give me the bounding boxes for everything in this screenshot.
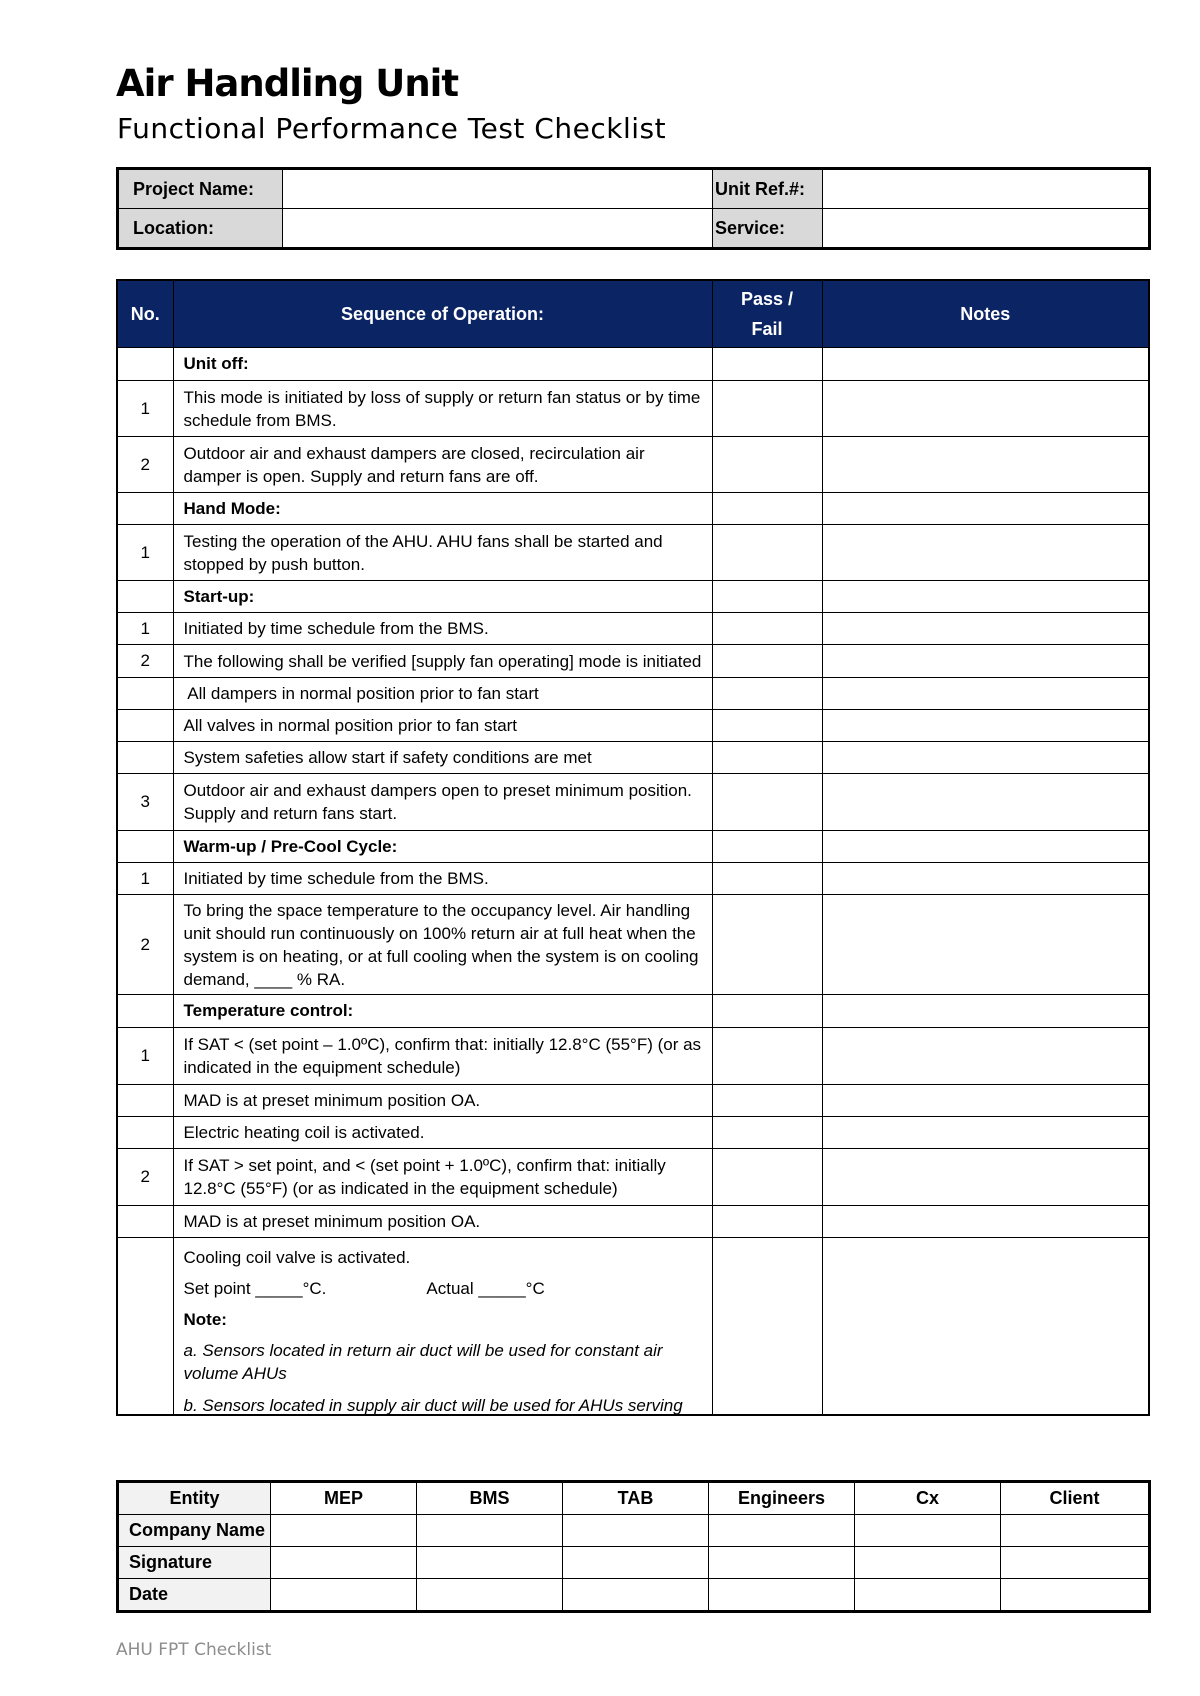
table-row [117,710,1149,742]
table-row [117,1149,1149,1206]
pass-fail-cell[interactable] [712,493,822,525]
signoff-field[interactable] [855,1579,1001,1612]
section-heading-row [117,995,1149,1028]
pass-fail-cell[interactable] [712,774,822,831]
table-row [117,645,1149,678]
row-description: If SAT < (set point – 1.0ºC), confirm that: initially 12.8°C (55°F) (or as indicated in the equipment schedule) [173,1028,712,1085]
row-description: MAD is at preset minimum position OA. [173,1085,712,1117]
notes-cell[interactable] [822,1117,1149,1149]
notes-cell[interactable] [822,1149,1149,1206]
notes-cell[interactable] [822,1206,1149,1238]
row-description: Outdoor air and exhaust dampers open to preset minimum position. Supply and return fans start. [173,774,712,831]
document-title: Air Handling Unit [116,62,459,105]
setpoint-field[interactable]: Set point _____°C. [183,1279,327,1298]
unit-ref-field[interactable] [823,169,1150,209]
pass-fail-cell[interactable] [712,895,822,995]
signoff-field[interactable] [709,1515,855,1547]
section-heading: Unit off: [173,348,712,381]
section-heading-row [117,493,1149,525]
signoff-row [118,1515,1150,1547]
row-number: 1 [117,1028,173,1085]
pass-fail-cell[interactable] [712,348,822,381]
table-row [117,437,1149,493]
row-number [117,995,173,1028]
signoff-header-tab: TAB [563,1482,709,1515]
signoff-field[interactable] [1001,1579,1150,1612]
signoff-field[interactable] [563,1515,709,1547]
table-row [117,742,1149,774]
row-number: 2 [117,895,173,995]
col-header-sequence: Sequence of Operation: [173,280,712,348]
unit-ref-label: Unit Ref.#: [713,169,823,209]
notes-cell[interactable] [822,613,1149,645]
signoff-field[interactable] [417,1547,563,1579]
location-field[interactable] [283,209,713,249]
signoff-field[interactable] [563,1547,709,1579]
row-number: 2 [117,437,173,493]
signoff-header-client: Client [1001,1482,1150,1515]
row-number [117,348,173,381]
pass-fail-cell[interactable] [712,710,822,742]
pass-fail-cell[interactable] [712,1238,822,1416]
row-number: 1 [117,525,173,581]
row-number [117,831,173,863]
pass-fail-cell[interactable] [712,381,822,437]
pass-fail-cell[interactable] [712,525,822,581]
signoff-field[interactable] [563,1579,709,1612]
row-description: The following shall be verified [supply fan operating] mode is initiated [173,645,712,678]
table-row [117,774,1149,831]
notes-cell[interactable] [822,831,1149,863]
actual-field[interactable]: Actual _____°C [426,1279,545,1298]
section-heading-row [117,831,1149,863]
signoff-row [118,1579,1150,1612]
notes-cell[interactable] [822,863,1149,895]
signoff-header-bms: BMS [417,1482,563,1515]
table-row [117,1028,1149,1085]
section-heading: Temperature control: [173,995,712,1028]
row-number [117,1206,173,1238]
table-row [117,895,1149,995]
section-heading: Warm-up / Pre-Cool Cycle: [173,831,712,863]
signoff-field[interactable] [1001,1547,1150,1579]
row-description: System safeties allow start if safety conditions are met [173,742,712,774]
row-number: 3 [117,774,173,831]
row-description: To bring the space temperature to the occupancy level. Air handling unit should run continuously on 100% return air at full heat when the system is on heating, or at full cooling when the system is on cooling demand, ____ % RA. [173,895,712,995]
col-header-notes: Notes [822,280,1149,348]
pass-fail-cell[interactable] [712,995,822,1028]
table-row [117,678,1149,710]
table-row [117,613,1149,645]
row-number: 1 [117,863,173,895]
section-heading: Hand Mode: [173,493,712,525]
row-description: Electric heating coil is activated. [173,1117,712,1149]
col-header-pass-fail: Pass / Fail [712,280,822,348]
table-row [117,1085,1149,1117]
row-description: All dampers in normal position prior to fan start [173,678,712,710]
signoff-field[interactable] [855,1515,1001,1547]
pass-fail-cell[interactable] [712,831,822,863]
table-row [117,381,1149,437]
row-description: All valves in normal position prior to fan start [173,710,712,742]
signoff-row [118,1547,1150,1579]
note-a: a. Sensors located in return air duct will be used for constant air volume AHUs [183,1341,663,1383]
pass-fail-cell[interactable] [712,1206,822,1238]
table-row [117,1206,1149,1238]
signoff-field[interactable] [709,1547,855,1579]
row-description: MAD is at preset minimum position OA. [173,1206,712,1238]
footer-text: AHU FPT Checklist [116,1640,272,1660]
project-name-field[interactable] [283,169,713,209]
table-row [117,525,1149,581]
signoff-header-mep: MEP [271,1482,417,1515]
location-label: Location: [118,209,283,249]
notes-cell[interactable] [822,1085,1149,1117]
pass-fail-cell[interactable] [712,678,822,710]
signoff-table [116,1480,1151,1613]
notes-cell[interactable] [822,742,1149,774]
notes-cell[interactable] [822,437,1149,493]
row-number: 2 [117,1149,173,1206]
notes-cell[interactable] [822,1238,1149,1416]
notes-cell[interactable] [822,774,1149,831]
row-description: Outdoor air and exhaust dampers are closed, recirculation air damper is open. Supply and return fans are off. [173,437,712,493]
note-label: Note: [183,1310,227,1329]
signoff-header-entity: Entity [118,1482,271,1515]
row-description: Initiated by time schedule from the BMS. [173,613,712,645]
notes-cell[interactable] [822,995,1149,1028]
signoff-field[interactable] [855,1547,1001,1579]
notes-cell[interactable] [822,645,1149,678]
col-header-no: No. [117,280,173,348]
table-row [117,1238,1149,1416]
row-number [117,581,173,613]
signoff-field[interactable] [271,1515,417,1547]
pass-fail-cell[interactable] [712,645,822,678]
table-row [117,863,1149,895]
note-b: b. Sensors located in supply air duct will be used for AHUs serving [183,1396,683,1414]
row-number: 2 [117,645,173,678]
row-number [117,710,173,742]
signoff-row-label: Company Name [118,1515,271,1547]
signoff-field[interactable] [417,1579,563,1612]
row-description: Initiated by time schedule from the BMS. [173,863,712,895]
section-heading-row [117,581,1149,613]
project-name-label: Project Name: [118,169,283,209]
notes-cell[interactable] [822,493,1149,525]
pass-fail-cell[interactable] [712,1149,822,1206]
row-description: Testing the operation of the AHU. AHU fans shall be started and stopped by push button. [173,525,712,581]
pass-fail-cell[interactable] [712,1117,822,1149]
notes-cell[interactable] [822,381,1149,437]
service-field[interactable] [823,209,1150,249]
row-number [117,1238,173,1416]
signoff-field[interactable] [709,1579,855,1612]
pass-fail-cell[interactable] [712,581,822,613]
row-number [117,1117,173,1149]
signoff-field[interactable] [1001,1515,1150,1547]
row-number: 1 [117,381,173,437]
table-row [117,1117,1149,1149]
row-number: 1 [117,613,173,645]
row-number [117,1085,173,1117]
project-info-table [116,167,1151,250]
pass-fail-cell[interactable] [712,437,822,493]
signoff-header-engineers: Engineers [709,1482,855,1515]
pass-fail-cell[interactable] [712,742,822,774]
notes-cell[interactable] [822,348,1149,381]
pass-fail-cell[interactable] [712,1085,822,1117]
notes-cell[interactable] [822,581,1149,613]
pass-fail-cell[interactable] [712,613,822,645]
signoff-field[interactable] [271,1547,417,1579]
notes-cell[interactable] [822,525,1149,581]
row-description: If SAT > set point, and < (set point + 1.0ºC), confirm that: initially 12.8°C (55°F) (or as indicated in the equipment schedule) [173,1149,712,1206]
pass-fail-cell[interactable] [712,1028,822,1085]
notes-cell[interactable] [822,710,1149,742]
signoff-row-label: Signature [118,1547,271,1579]
signoff-header-cx: Cx [855,1482,1001,1515]
document-subtitle: Functional Performance Test Checklist [117,112,667,145]
row-number [117,742,173,774]
signoff-header-row [118,1482,1150,1515]
section-heading: Start-up: [173,581,712,613]
section-heading-row [117,348,1149,381]
service-label: Service: [713,209,823,249]
row-description: Cooling coil valve is activated. Set point _____°C. Actual _____°C Note: a. Sensors located in return air duct will be used for constant air volume AHUs b. Sensors located in supply air duct will be used for AHUs serving [173,1238,712,1416]
row-description: This mode is initiated by loss of supply or return fan status or by time schedule from BMS. [173,381,712,437]
signoff-field[interactable] [271,1579,417,1612]
notes-cell[interactable] [822,895,1149,995]
row-number [117,493,173,525]
notes-cell[interactable] [822,678,1149,710]
row-number [117,678,173,710]
signoff-row-label: Date [118,1579,271,1612]
notes-cell[interactable] [822,1028,1149,1085]
checklist-table [116,279,1150,1416]
pass-fail-cell[interactable] [712,863,822,895]
signoff-field[interactable] [417,1515,563,1547]
